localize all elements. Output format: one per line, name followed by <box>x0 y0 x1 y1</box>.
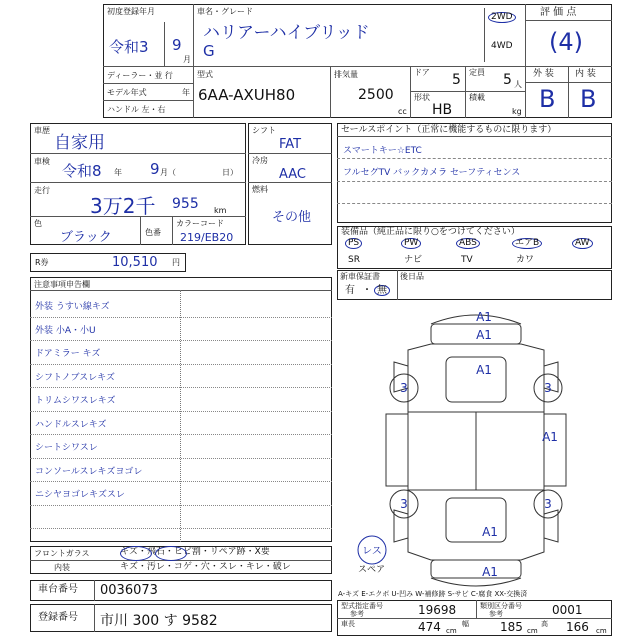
damage-legend: A-キズ E-エクボ U-凹み W-補修跡 S-サビ C-腐食 XX-交換済 <box>338 590 528 598</box>
damage-mark-windshield: A1 <box>476 363 492 377</box>
notes-row-divider <box>30 364 332 365</box>
car-name-label: 車名・グレード <box>197 7 253 16</box>
handle-label: ハンドル 左・右 <box>107 105 166 114</box>
shape-value: HB <box>432 102 453 118</box>
divider <box>30 290 332 291</box>
score-value: (4) <box>549 28 583 56</box>
spare-mark: レス <box>362 546 382 557</box>
exterior-grade: B <box>539 85 556 113</box>
inspection-year-unit: 年 <box>114 168 122 177</box>
divider <box>397 270 398 300</box>
divider <box>94 604 95 632</box>
model-spec-ref: 参考 <box>350 610 364 618</box>
inspection-day-unit: 日） <box>222 168 238 177</box>
left-side-panel <box>386 414 408 486</box>
warranty-sep: ・ <box>362 285 372 296</box>
interior-grade: B <box>580 85 597 113</box>
divider <box>484 8 485 62</box>
color-value: ブラック <box>60 230 112 245</box>
note-item: コンソールスレキズヨゴレ <box>35 466 143 477</box>
damage-mark-rear-window: A1 <box>482 525 498 539</box>
right-rear-fender <box>544 510 558 542</box>
left-rear-fender <box>394 510 408 542</box>
divider <box>410 66 411 118</box>
chassis-number-label: 車台番号 <box>38 584 78 595</box>
rear-bumper-outline <box>431 578 521 586</box>
equip-leather: カワ <box>516 255 535 265</box>
recycle-fee-box <box>30 253 186 272</box>
divider <box>30 560 332 561</box>
equip-navi: ナビ <box>404 255 423 265</box>
notes-row-divider <box>30 317 332 318</box>
damage-mark-right-side: A1 <box>542 430 558 444</box>
warranty-yes: 有 <box>345 285 355 296</box>
divider <box>337 136 612 137</box>
model-spec-label: 型式指定番号 <box>341 602 383 610</box>
reg-month-unit: 月 <box>183 55 191 64</box>
interior-label: 内 装 <box>575 69 596 79</box>
displacement-label: 排気量 <box>334 70 358 79</box>
cooler-label: 冷房 <box>252 156 268 165</box>
door-label: ドア <box>414 68 430 77</box>
use-label: 車歴 <box>34 126 50 135</box>
inspection-month-unit: 月（ <box>160 168 176 177</box>
record-label: 後日品 <box>400 272 424 281</box>
notes-row-divider <box>30 481 332 482</box>
glass-mark-chip <box>155 546 187 561</box>
car-damage-diagram <box>336 302 614 594</box>
recycle-fee-value: 10,510 <box>112 255 158 270</box>
drive-2wd-option: 2WD <box>488 12 516 23</box>
model-spec-value: 19698 <box>418 603 457 617</box>
reg-date-label: 初度登録年月 <box>107 7 155 16</box>
note-item: ハンドルスレキズ <box>35 419 107 430</box>
width-label: 幅 <box>462 620 469 628</box>
class-value: 0001 <box>552 603 583 617</box>
inspection-era: 令和8 <box>62 162 102 180</box>
dealer-label: ディーラー・並 行 <box>107 71 173 80</box>
height-value: 166 <box>566 620 589 634</box>
divider <box>337 618 612 619</box>
equip-airbag: エアB <box>512 238 542 249</box>
displacement-value: 2500 <box>358 87 394 103</box>
sales-point-line-2: フルセグTV バックカメラ セーフティセンス <box>343 168 521 178</box>
displacement-unit: cc <box>398 107 407 116</box>
notes-row-divider <box>30 528 332 529</box>
interior-items-label: 内装 <box>54 563 70 572</box>
divider <box>172 216 173 245</box>
divider <box>525 4 526 118</box>
notes-row-divider <box>30 434 332 435</box>
divider <box>30 182 246 183</box>
inspection-label: 車検 <box>34 157 50 166</box>
damage-mark-wheel-rl: 3 <box>400 497 408 511</box>
warranty-label: 新車保証書 <box>340 272 380 281</box>
spare-label: スペア <box>358 565 386 575</box>
capacity-label: 定員 <box>469 68 485 77</box>
equip-abs: ABS <box>456 238 480 249</box>
divider <box>103 66 525 67</box>
type-value: 6AA-AXUH80 <box>198 86 296 104</box>
note-item: 外装 うすい線キズ <box>35 302 110 312</box>
inspection-month: 9 <box>150 160 160 178</box>
type-label: 型式 <box>197 70 213 79</box>
note-item: 外装 小A・小U <box>35 325 96 336</box>
damage-mark-hood: A1 <box>476 328 492 342</box>
equip-sr: SR <box>348 255 360 265</box>
divider <box>30 153 246 154</box>
plate-number-label: 登録番号 <box>38 612 78 623</box>
divider <box>337 158 612 159</box>
height-label: 高 <box>541 620 548 628</box>
notes-row-divider <box>30 458 332 459</box>
divider <box>193 4 194 66</box>
shape-label: 形状 <box>414 93 430 102</box>
equipment-title: 装備品（純正品に限り○をつけてください） <box>341 227 520 237</box>
exterior-label: 外 装 <box>533 69 554 79</box>
divider <box>140 216 141 245</box>
length-label: 車長 <box>341 620 355 628</box>
mileage-value: 3万2千 <box>90 194 156 218</box>
divider <box>103 83 193 84</box>
divider <box>103 100 193 101</box>
car-name-value: ハリアーハイブリッド <box>203 23 370 43</box>
warranty-no: 無 <box>374 285 390 296</box>
capacity-value: 5 <box>503 72 512 88</box>
notes-row-divider <box>30 387 332 388</box>
length-value: 474 <box>418 620 441 634</box>
grade-value: G <box>203 42 215 60</box>
damage-mark-wheel-rr: 3 <box>544 497 552 511</box>
class-ref: 参考 <box>489 610 503 618</box>
mileage-label: 走行 <box>34 186 50 195</box>
color-code-sub-label: カラーコード <box>176 219 224 228</box>
note-item: シートシワスレ <box>35 443 98 453</box>
reg-era-value: 令和3 <box>109 38 149 56</box>
color-label: 色 <box>34 219 42 228</box>
damage-mark-front-bumper: A1 <box>476 310 492 324</box>
note-item: シフトノブスレキズ <box>35 372 115 383</box>
damage-mark-rear-bumper: A1 <box>482 565 498 579</box>
score-label: 評 価 点 <box>540 7 577 18</box>
divider <box>568 66 569 118</box>
divider <box>248 182 332 183</box>
notes-row-divider <box>30 505 332 506</box>
drive-4wd-option: 4WD <box>491 41 513 51</box>
divider <box>465 66 466 118</box>
notes-title: 注意事項申告欄 <box>34 280 90 289</box>
equip-tv: TV <box>461 255 473 265</box>
note-item: ニシヤヨゴレキズスレ <box>35 490 125 500</box>
capacity-unit: 人 <box>514 80 522 89</box>
sales-point-title: セールスポイント（正常に機能するものに限ります） <box>341 125 557 135</box>
glass-mark-scratch <box>120 546 152 561</box>
damage-mark-wheel-fl: 3 <box>400 381 408 395</box>
front-glass-label: フロントガラス <box>34 549 90 558</box>
mileage-unit: km <box>214 206 227 215</box>
shift-label: シフト <box>252 126 276 135</box>
equip-pw: PW <box>401 238 421 249</box>
color-code-label: 色番 <box>145 228 161 237</box>
divider <box>525 20 612 21</box>
width-unit: cm <box>527 627 538 635</box>
width-value: 185 <box>500 620 523 634</box>
model-year-unit: 年 <box>182 88 190 97</box>
recycle-fee-label: R券 <box>35 258 49 267</box>
divider <box>337 181 612 182</box>
divider <box>330 66 331 118</box>
divider <box>476 600 477 618</box>
divider <box>337 203 612 204</box>
mileage-extra: 955 <box>172 196 199 212</box>
shift-value: FAT <box>279 137 302 152</box>
reg-month-value: 9 <box>172 36 182 54</box>
model-year-label: モデル年式 <box>107 88 147 97</box>
rear-body-outline <box>408 490 544 560</box>
door-value: 5 <box>452 72 461 88</box>
note-item: ドアミラー キズ <box>35 349 101 359</box>
trunk-rear <box>431 560 521 578</box>
fuel-value: その他 <box>272 210 312 225</box>
divider <box>248 153 332 154</box>
load-label: 積載 <box>469 93 485 102</box>
color-code-value: 219/EB20 <box>180 231 234 244</box>
right-side-panel <box>544 414 566 486</box>
interior-items: キズ・汚レ・コゲ・穴・スレ・キレ・破レ <box>120 562 291 572</box>
equip-aw: AW <box>572 238 593 249</box>
length-unit: cm <box>446 627 457 635</box>
damage-mark-wheel-fr: 3 <box>544 381 552 395</box>
note-item: トリムシワスレキズ <box>35 396 116 406</box>
cooler-value: AAC <box>279 167 306 182</box>
height-unit: cm <box>596 627 607 635</box>
class-label: 類別区分番号 <box>480 602 522 610</box>
load-unit: kg <box>512 107 522 116</box>
equip-ps: PS <box>345 238 362 249</box>
plate-number-value: 市川 300 す 9582 <box>100 613 218 629</box>
divider <box>410 91 525 92</box>
divider <box>164 22 165 66</box>
chassis-number-value: 0036073 <box>100 583 158 598</box>
divider <box>94 580 95 601</box>
notes-row-divider <box>30 411 332 412</box>
fuel-label: 燃料 <box>252 185 268 194</box>
recycle-fee-unit: 円 <box>172 258 180 267</box>
front-glass-items: キズ・飛石・ヒビ割・リペア跡・X要 <box>120 547 270 557</box>
divider <box>193 66 194 118</box>
use-value: 自家用 <box>54 133 105 153</box>
notes-row-divider <box>30 340 332 341</box>
sales-point-line-1: スマートキー☆ETC <box>343 146 422 156</box>
